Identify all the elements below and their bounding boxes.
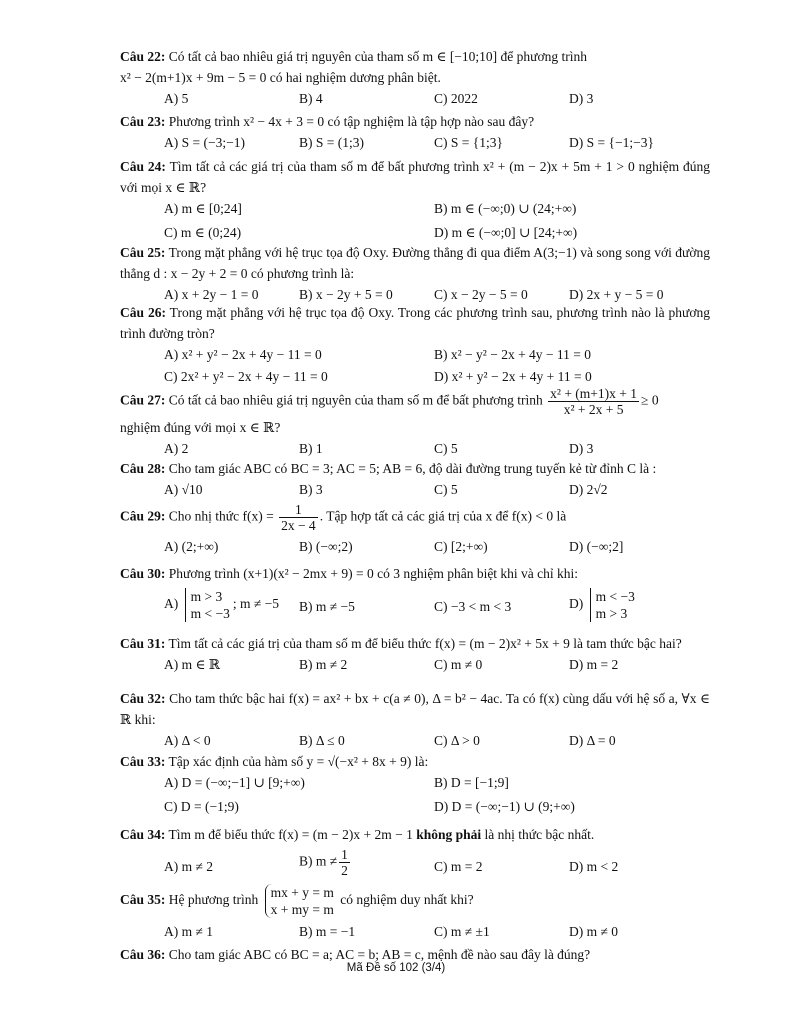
question-label: Câu 28: — [120, 461, 166, 476]
question-label: Câu 34: — [120, 827, 166, 842]
question-label: Câu 26: — [120, 305, 166, 320]
question-text: Cho tam giác ABC có BC = 3; AC = 5; AB = 6, độ dài đường trung tuyến kẻ từ đỉnh C là : — [165, 461, 657, 476]
option-d[interactable]: D) 2√2 — [569, 482, 608, 497]
option-b[interactable]: B) m ∈ (−∞;0) ∪ (24;+∞) — [434, 201, 577, 216]
question-31 — [120, 633, 710, 674]
options-row — [120, 772, 710, 796]
fraction — [339, 847, 350, 878]
option-c[interactable]: C) −3 < m < 3 — [434, 599, 512, 614]
question-label: Câu 35: — [120, 892, 166, 908]
question-text: Tìm tất cả các giá trị của tham số m để biểu thức f(x) = (m − 2)x² + 5x + 9 là tam thức bậc hai? — [165, 636, 682, 651]
option-c[interactable]: C) m = 2 — [434, 859, 483, 874]
question-22 — [120, 46, 710, 108]
option-d[interactable]: D) x² + y² − 2x + 4y + 11 = 0 — [434, 369, 592, 384]
option-d[interactable]: D) m = 2 — [569, 657, 619, 672]
option-b[interactable]: B) 1 — [299, 441, 323, 456]
question-label: Câu 36: — [120, 947, 166, 962]
option-a[interactable]: A) (2;+∞) — [164, 539, 219, 554]
option-b[interactable]: B) m ≠ 2 — [299, 657, 348, 672]
question-text-tail: là nhị thức bậc nhất. — [481, 827, 595, 842]
question-29 — [120, 502, 710, 556]
question-text-line2: x² − 2(m+1)x + 9m − 5 = 0 có hai nghiệm dương phân biệt. — [120, 70, 441, 85]
system-line: x + my = m — [270, 902, 334, 917]
page-footer: Mã Đề số 102 (3/4) — [346, 962, 446, 974]
fraction — [548, 386, 639, 417]
options-row — [120, 198, 710, 222]
option-b[interactable]: B) S = (1;3) — [299, 135, 364, 150]
options-row — [120, 654, 710, 674]
system-line: m < −3 — [190, 606, 230, 621]
option-b[interactable]: B) x² − y² − 2x + 4y − 11 = 0 — [434, 347, 592, 362]
option-a[interactable] — [164, 588, 279, 622]
question-text: Trong mặt phẳng với hệ trục tọa độ Oxy. Đường thẳng đi qua điểm A(3;−1) và song song với đường thẳng d : x − 2y + 2 = 0 có phương trình là: — [120, 245, 710, 281]
option-a[interactable]: A) m ∈ ℝ — [164, 657, 221, 672]
option-a[interactable]: A) x² + y² − 2x + 4y − 11 = 0 — [164, 347, 322, 362]
question-text: Hệ phương trình — [165, 892, 259, 908]
options-row — [120, 284, 710, 304]
system-line: m > 3 — [190, 589, 223, 604]
option-tail: ; m ≠ −5 — [232, 596, 280, 612]
option-d[interactable]: D) m ≠ 0 — [569, 924, 619, 939]
option-d[interactable]: D) S = {−1;−3} — [569, 135, 654, 150]
options-row — [120, 366, 710, 388]
question-text-tail: . Tập hợp tất cả các giá trị của x để f(x) < 0 là — [319, 508, 567, 524]
option-d[interactable] — [569, 588, 638, 622]
option-c[interactable]: C) D = (−1;9) — [164, 799, 239, 814]
fraction-numerator: 1 — [279, 502, 318, 518]
question-text: Tìm m để biểu thức f(x) = (m − 2)x + 2m − 1 — [165, 827, 417, 842]
question-24 — [120, 156, 710, 246]
question-23 — [120, 111, 710, 152]
bracket-system — [185, 588, 230, 622]
equation-system — [265, 884, 334, 918]
question-33 — [120, 751, 710, 820]
question-text: Phương trình (x+1)(x² − 2mx + 9) = 0 có 3 nghiệm phân biệt khi và chỉ khi: — [165, 566, 579, 581]
option-a[interactable]: A) √10 — [164, 482, 203, 497]
question-text: Cho tam giác ABC có BC = a; AC = b; AB = c, mệnh đề nào sau đây là đúng? — [165, 947, 591, 962]
option-b[interactable] — [299, 847, 352, 878]
option-a[interactable]: A) 2 — [164, 441, 189, 456]
option-d[interactable]: D) 3 — [569, 91, 594, 106]
option-c[interactable]: C) S = {1;3} — [434, 135, 503, 150]
option-c[interactable]: C) x − 2y − 5 = 0 — [434, 287, 528, 302]
question-text: Cho nhị thức f(x) = — [165, 508, 274, 524]
question-text: Có tất cả bao nhiêu giá trị nguyên của tham số m ∈ [−10;10] để phương trình — [165, 49, 587, 64]
options-row — [120, 438, 710, 455]
option-letter: A) — [164, 596, 179, 612]
system-line: mx + y = m — [270, 885, 334, 900]
question-text-tail: có nghiệm duy nhất khi? — [336, 892, 474, 908]
option-c[interactable]: C) 2022 — [434, 91, 478, 106]
option-c[interactable]: C) 2x² + y² − 2x + 4y − 11 = 0 — [164, 369, 328, 384]
bracket-system — [590, 588, 635, 622]
fraction-denominator: 2 — [341, 863, 348, 878]
option-a[interactable]: A) x + 2y − 1 = 0 — [164, 287, 259, 302]
question-27 — [120, 386, 710, 455]
options-row — [120, 847, 710, 885]
fraction-numerator: x² + (m+1)x + 1 — [550, 386, 638, 401]
option-b[interactable]: B) m ≠ −5 — [299, 599, 355, 614]
question-label: Câu 31: — [120, 636, 166, 651]
question-32 — [120, 688, 710, 750]
option-d[interactable]: D) Δ = 0 — [569, 733, 616, 748]
options-row — [120, 921, 710, 939]
system-line: m < −3 — [595, 589, 635, 604]
system-line: m > 3 — [595, 606, 628, 621]
question-text: Có tất cả bao nhiêu giá trị nguyên của tham số m để bất phương trình — [165, 392, 543, 408]
option-c[interactable]: C) 5 — [434, 441, 458, 456]
question-label: Câu 27: — [120, 392, 166, 408]
question-34 — [120, 824, 710, 885]
option-c[interactable]: C) m ≠ ±1 — [434, 924, 490, 939]
question-25 — [120, 242, 710, 304]
question-35 — [120, 884, 710, 939]
question-26 — [120, 302, 710, 388]
option-a[interactable]: A) Δ < 0 — [164, 733, 211, 748]
question-label: Câu 24: — [120, 159, 166, 174]
option-c[interactable]: C) m ∈ (0;24) — [164, 225, 242, 240]
question-label: Câu 25: — [120, 245, 166, 260]
question-text-line2: nghiệm đúng với mọi x ∈ ℝ? — [120, 420, 281, 435]
option-c[interactable]: C) Δ > 0 — [434, 733, 480, 748]
option-letter: D) — [569, 596, 584, 612]
emphasis-text: không phải — [416, 827, 482, 842]
option-b[interactable]: B) x − 2y + 5 = 0 — [299, 287, 393, 302]
option-d[interactable]: D) (−∞;2] — [569, 539, 624, 554]
question-label: Câu 22: — [120, 49, 166, 64]
options-row — [120, 584, 710, 628]
question-text: Cho tam thức bậc hai f(x) = ax² + bx + c(a ≠ 0), Δ = b² − 4ac. Ta có f(x) cùng dấu với hệ số a, ∀x ∈ ℝ khi: — [120, 691, 710, 727]
question-label: Câu 30: — [120, 566, 166, 581]
option-d[interactable]: D) 3 — [569, 441, 594, 456]
options-row — [120, 132, 710, 152]
options-row — [120, 536, 710, 556]
option-c[interactable]: C) [2;+∞) — [434, 539, 488, 554]
option-d[interactable]: D) m < 2 — [569, 859, 619, 874]
question-text: Tập xác định của hàm số y = √(−x² + 8x + 9) là: — [165, 754, 429, 769]
fraction-denominator: x² + 2x + 5 — [563, 402, 624, 417]
question-label: Câu 29: — [120, 508, 166, 524]
options-row — [120, 796, 710, 820]
question-text: Phương trình x² − 4x + 3 = 0 có tập nghiệm là tập hợp nào sau đây? — [165, 114, 535, 129]
option-b[interactable]: B) m = −1 — [299, 924, 356, 939]
option-c[interactable]: C) m ≠ 0 — [434, 657, 483, 672]
option-d[interactable]: D) D = (−∞;−1) ∪ (9;+∞) — [434, 799, 575, 814]
fraction — [279, 502, 318, 533]
question-label: Câu 33: — [120, 754, 166, 769]
option-a[interactable]: A) 5 — [164, 91, 189, 106]
question-label: Câu 32: — [120, 691, 166, 706]
options-row — [120, 88, 710, 108]
inequality-sign: ≥ 0 — [641, 392, 659, 408]
options-row — [120, 479, 710, 503]
fraction-numerator: 1 — [341, 847, 348, 862]
fraction-denominator: 2x − 4 — [281, 518, 316, 533]
option-b[interactable]: B) Δ ≤ 0 — [299, 733, 345, 748]
question-text: Trong mặt phẳng với hệ trục tọa độ Oxy. Trong các phương trình sau, phương trình nào là phương trình đường tròn? — [120, 305, 710, 341]
question-28 — [120, 458, 710, 503]
option-a[interactable]: A) S = (−3;−1) — [164, 135, 245, 150]
options-row — [120, 730, 710, 750]
option-a[interactable]: A) D = (−∞;−1] ∪ [9;+∞) — [164, 775, 305, 790]
option-b[interactable]: B) D = [−1;9] — [434, 775, 509, 790]
option-b[interactable]: B) 4 — [299, 91, 323, 106]
option-a[interactable]: A) m ≠ 1 — [164, 924, 214, 939]
option-b[interactable]: B) (−∞;2) — [299, 539, 353, 554]
option-c[interactable]: C) 5 — [434, 482, 458, 497]
option-text: B) m ≠ — [299, 853, 338, 869]
option-d[interactable]: D) m ∈ (−∞;0] ∪ [24;+∞) — [434, 225, 578, 240]
option-b[interactable]: B) 3 — [299, 482, 323, 497]
options-row — [120, 344, 710, 366]
question-label: Câu 23: — [120, 114, 166, 129]
question-text: Tìm tất cả các giá trị của tham số m để bất phương trình x² + (m − 2)x + 5m + 1 > 0 nghiệm đúng với mọi x ∈ ℝ? — [120, 159, 710, 195]
option-a[interactable]: A) m ≠ 2 — [164, 859, 214, 874]
option-d[interactable]: D) 2x + y − 5 = 0 — [569, 287, 664, 302]
option-a[interactable]: A) m ∈ [0;24] — [164, 201, 242, 216]
question-30 — [120, 563, 710, 628]
